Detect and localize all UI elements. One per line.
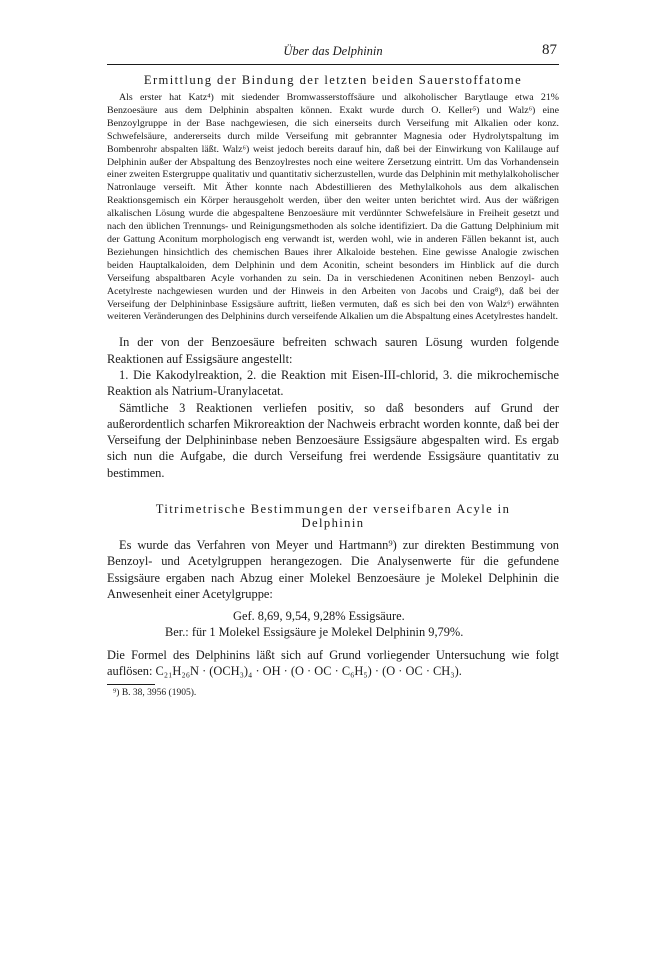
found-values: Gef. 8,69, 9,54, 9,28% Essigsäure. xyxy=(233,609,405,624)
paragraph-reactions-result: Sämtliche 3 Reaktionen verliefen positiv, so daß besonders auf Grund der außerordentlich scharfen Mikroreaktion der Nachweis erbracht worden konnte, daß bei der Verseifung der Delphininbase neben Benzoesäure Essigsäure abgespalten wird. Es ergab sich nun die Aufgabe, die durch Verseifung frei werdende Essigsäure quantitativ zu bestimmen. xyxy=(107,400,559,480)
small-print-paragraph xyxy=(107,92,559,324)
body-block-reactions xyxy=(107,334,559,481)
body-block-formula xyxy=(107,647,559,680)
paragraph-method: Es wurde das Verfahren von Meyer und Hartmann⁹) zur direkten Bestimmung von Benzoyl- und Acetylgruppen herangezogen. Die Analysenwerte für die gefundene Essigsäure ergaben nach Abzug einer Molekel Benzoesäure je Molekel Delphinin die Anwesenheit einer Acetylgruppe: xyxy=(107,537,559,601)
footnote-divider xyxy=(107,684,155,685)
analysis-values xyxy=(107,608,559,640)
calculated-value: Ber.: für 1 Molekel Essigsäure je Molekel Delphinin 9,79%. xyxy=(165,625,464,640)
paragraph-formula xyxy=(107,647,559,680)
chemical-formula: C₂₁H₂₆N · (OCH₃)₄ · OH · (O · OC · C₆H₅) · (O · OC · CH₃). xyxy=(155,664,462,679)
footnote: ⁹) B. 38, 3956 (1905). xyxy=(113,687,197,698)
page-header xyxy=(107,42,559,65)
section-title-line: Titrimetrische Bestimmungen der verseifbaren Acyle in xyxy=(155,501,511,516)
page-number: 87 xyxy=(542,42,557,58)
running-title: Über das Delphinin xyxy=(283,44,383,58)
paper-page xyxy=(107,42,559,698)
paragraph-text: Als erster hat Katz⁴) mit siedender Bromwasserstoffsäure und alkoholischer Barytlauge etwa 21% Benzoesäure aus dem Delphinin abspalten können. Exakt wurde durch O. Keller⁵) und Walz⁶) eine Benzoylgruppe in der Base nachgewiesen, die sich einerseits durch Verseifung mit Alkalien oder konz. Schwefelsäure, andererseits durch milde Verseifung mit gebrannter Magnesia oder Hydrolytspaltung im Bombenrohr abspalten läßt. Walz⁶) weist jedoch bereits darauf hin, daß bei der Einwirkung von Kalilauge auf Delphinin außer der Abspaltung des Benzoylrestes noch eine weitere Zersetzung eintritt. Um das Vorhandensein einer zweiten Estergruppe qualitativ und quantitativ sicherzustellen, wurde das Delphinin mit methylalkoholischer Natronlauge verseift. Mit Äther konnte nach Abdestillieren des Methylalkohols aus dem alkalischen Reaktionsgemisch ein Körper herausgeholt werden, über den weiter unten berichtet wird. Aus der wäßrigen alkalischen Lösung wurde die abgespaltene Benzoesäure mit verdünnter Schwefelsäure in Freiheit gesetzt und nach den üblichen Trennungs- und Reinigungsmethoden als solche identifiziert. Da die Gattung Delphinium mit der Gattung Aconitum morphologisch eng verwandt ist, werden wohl, wie in anderen Fällen bekannt ist, auch Beziehungen hinsichtlich des chemischen Baues ihrer Alkaloide bestehen. Eine gewisse Analogie zwischen beiden Hauptalkaloiden, dem Delphinin und dem Aconitin, scheint besonders im Hinblick auf die durch Verseifung abspaltbaren Acyle vorhanden zu sein. Da in verschiedenen Aconitinen neben Benzoyl- auch Acetylreste nachgewiesen wurden und der Hinweis in den Arbeiten von Jacobs und Craig⁸), daß bei der Verseifung der Delphininbase Essigsäure auftritt, ließen vermuten, daß es sich bei den von Walz⁶) erwähnten weiteren Veränderungen des Delphinins durch verseifende Alkalien um die Abspaltung eines Acetylrestes handelt. xyxy=(107,92,559,323)
paragraph-reactions-list: 1. Die Kakodylreaktion, 2. die Reaktion mit Eisen-III-chlorid, 3. die mikrochemische Reaktion als Natrium-Uranylacetat. xyxy=(107,367,559,399)
paragraph-reactions-intro: In der von der Benzoesäure befreiten schwach sauren Lösung wurden folgende Reaktionen auf Essigsäure angestellt: xyxy=(107,335,559,366)
section-title-line: Delphinin xyxy=(301,515,365,530)
section-title-oxygen-binding: Ermittlung der Bindung der letzten beiden Sauerstoffatome xyxy=(143,73,523,87)
formula-intro: Die Formel des Delphinins läßt sich auf Grund vorliegender Untersuchung wie folgt auflösen: xyxy=(107,648,559,679)
section-title-titration xyxy=(107,502,559,530)
body-block-titration xyxy=(107,537,559,602)
